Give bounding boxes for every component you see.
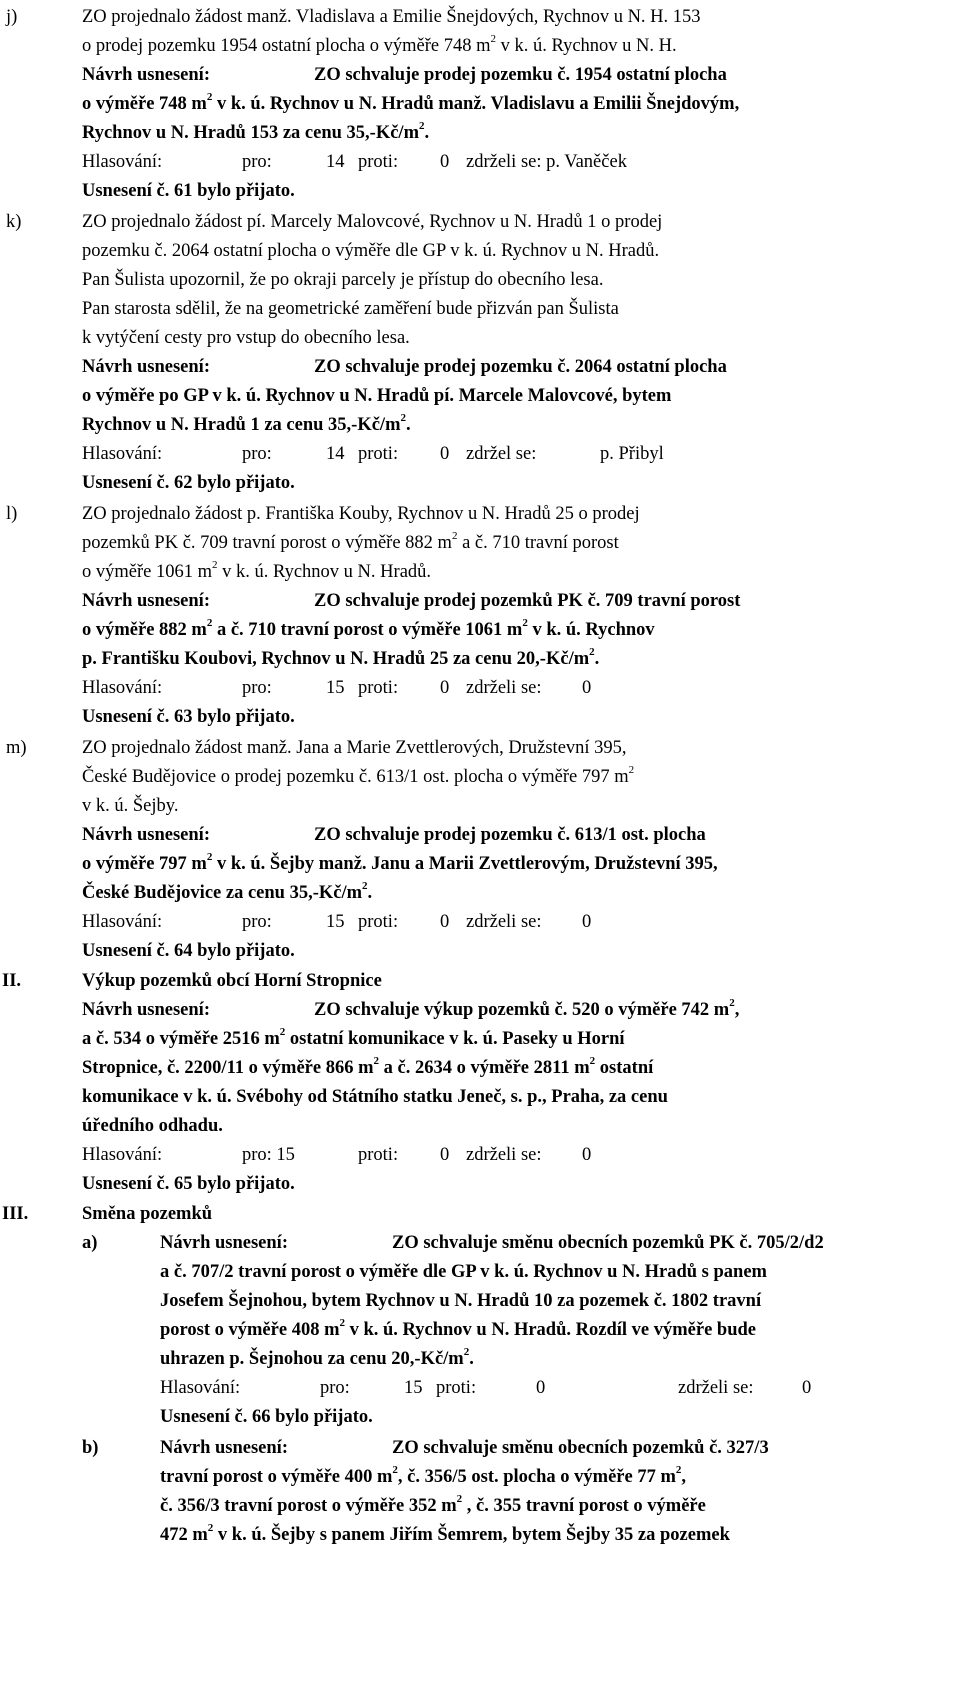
item-k [0,208,960,498]
text-line: ZO projednalo žádost manž. Vladislava a Emilie Šnejdových, Rychnov u N. H. 153 [82,7,701,27]
vote-line: Hlasování: pro: 15 proti: 0 zdrželi se: 0 [82,1145,592,1165]
subitem-marker: b) [82,1438,99,1458]
proposal-line: Návrh usnesení: ZO schvaluje prodej pozemku č. 613/1 ost. plocha [82,821,960,850]
proposal-line: České Budějovice za cenu $35,-Kč/m^2$. [82,879,373,903]
text-line: ZO projednalo žádost manž. Jana a Marie Zvettlerových, Družstevní 395, [82,738,627,758]
proposal-label: Návrh usnesení: [160,1233,288,1253]
vote-line: Hlasování: pro: 15 proti: 0 zdrželi se: 0 [82,912,592,932]
section-iii [0,1200,960,1550]
resolution-result: Usnesení č. 66 bylo přijato. [160,1407,373,1427]
section-marker: II. [2,971,22,991]
proposal-line: o výměře 748 $m^2$ v k. ú. Rychnov u N. Hradů manž. Vladislavu a Emilii Šnejdovým, [82,90,740,114]
text-line: Pan Šulista upozornil, že po okraji parcely je přístup do obecního lesa. [82,270,604,290]
proposal-label: Návrh usnesení: [82,65,210,85]
proposal-line: Josefem Šejnohou, bytem Rychnov u N. Hradů 10 za pozemek č. 1802 travní [160,1291,762,1311]
item-marker: k) [6,212,22,232]
proposal-label: Návrh usnesení: [82,1000,210,1020]
resolution-result: Usnesení č. 64 bylo přijato. [82,941,295,961]
item-l [0,500,960,732]
proposal-line: o výměře 882 $m^2$ a č. 710 travní porost o výměře 1061 $m^2$ v k. ú. Rychnov [82,616,655,640]
text-line: v k. ú. Šejby. [82,796,179,816]
proposal-line: uhrazen p. Šejnohou za cenu $20,-Kč/m^2$. [160,1345,474,1369]
item-marker: j) [6,7,18,27]
subitem-marker: a) [82,1233,98,1253]
vote-line: Hlasování: pro: 14 proti: 0 zdrželi se: p. Vaněček [82,152,627,172]
document-page [0,3,960,1703]
item-marker: l) [6,504,18,524]
section-heading: Směna pozemků [82,1204,213,1224]
resolution-result: Usnesení č. 65 bylo přijato. [82,1174,295,1194]
proposal-line: 472 $m^2$ v k. ú. Šejby s panem Jiřím Šemrem, bytem Šejby 35 za pozemek [160,1521,730,1545]
subitem-a [82,1229,960,1432]
proposal-label: Návrh usnesení: [82,357,210,377]
text-line: pozemků PK č. 709 travní porost o výměře 882 $m^2$ a č. 710 travní porost [82,529,619,553]
vote-line: Hlasování: pro: 15 proti: 0 zdrželi se: 0 [160,1378,812,1398]
text-line: pozemku č. 2064 ostatní plocha o výměře dle GP v k. ú. Rychnov u N. Hradů. [82,241,660,261]
text-line: k vytýčení cesty pro vstup do obecního lesa. [82,328,410,348]
resolution-result: Usnesení č. 63 bylo přijato. [82,707,295,727]
text-line: České Budějovice o prodej pozemku č. 613/1 ost. plocha o výměře 797 $m^2$ [82,763,635,787]
proposal-line: p. Františku Koubovi, Rychnov u N. Hradů 25 za cenu $20,-Kč/m^2$. [82,645,600,669]
item-m [0,734,960,966]
section-marker: III. [2,1204,29,1224]
resolution-result: Usnesení č. 62 bylo přijato. [82,473,295,493]
text-line: Pan starosta sdělil, že na geometrické zaměření bude přizván pan Šulista [82,299,619,319]
subitem-b [82,1434,960,1550]
proposal-line: Rychnov u N. Hradů 153 za cenu $35,-Kč/m^2$. [82,119,430,143]
text-line: ZO projednalo žádost pí. Marcely Malovcové, Rychnov u N. Hradů 1 o prodej [82,212,663,232]
proposal-line: a č. 707/2 travní porost o výměře dle GP v k. ú. Rychnov u N. Hradů s panem [160,1262,767,1282]
proposal-line: Návrh usnesení: ZO schvaluje prodej pozemku č. 1954 ostatní plocha [82,61,960,90]
item-marker: m) [6,738,27,758]
proposal-line: Stropnice, č. 2200/11 o výměře 866 $m^2$ a č. 2634 o výměře 2811 $m^2$ ostatní [82,1054,654,1078]
vote-line: Hlasování: pro: 14 proti: 0 zdržel se: p. Přibyl [82,444,664,464]
text-line: o výměře 1061 $m^2$ v k. ú. Rychnov u N. Hradů. [82,558,432,582]
proposal-line: komunikace v k. ú. Svébohy od Státního statku Jeneč, s. p., Praha, za cenu [82,1087,668,1107]
proposal-line: Návrh usnesení: ZO schvaluje výkup pozemků č. 520 o výměře 742 $m^2$, [82,996,960,1025]
resolution-result: Usnesení č. 61 bylo přijato. [82,181,295,201]
text-line: o prodej pozemku 1954 ostatní plocha o výměře 748 $m^2$ v k. ú. Rychnov u N. H. [82,32,677,56]
proposal-label: Návrh usnesení: [160,1438,288,1458]
proposal-line: travní porost o výměře 400 $m^2$, č. 356/5 ost. plocha o výměře 77 $m^2$, [160,1463,687,1487]
proposal-label: Návrh usnesení: [82,825,210,845]
proposal-line: Návrh usnesení: ZO schvaluje směnu obecních pozemků č. 327/3 [160,1434,960,1463]
section-heading: Výkup pozemků obcí Horní Stropnice [82,971,382,991]
proposal-line: porost o výměře 408 $m^2$ v k. ú. Rychnov u N. Hradů. Rozdíl ve výměře bude [160,1316,756,1340]
vote-line: Hlasování: pro: 15 proti: 0 zdrželi se: 0 [82,678,592,698]
proposal-line: Rychnov u N. Hradů 1 za cenu $35,-Kč/m^2$. [82,411,411,435]
proposal-line: č. 356/3 travní porost o výměře 352 $m^2$ , č. 355 travní porost o výměře [160,1492,706,1516]
proposal-line: úředního odhadu. [82,1116,223,1136]
section-ii [0,967,960,1199]
item-j [0,3,960,206]
proposal-line: o výměře 797 $m^2$ v k. ú. Šejby manž. Janu a Marii Zvettlerovým, Družstevní 395, [82,850,718,874]
proposal-line: Návrh usnesení: ZO schvaluje prodej pozemku č. 2064 ostatní plocha [82,353,960,382]
proposal-line: Návrh usnesení: ZO schvaluje prodej pozemků PK č. 709 travní porost [82,587,960,616]
text-line: ZO projednalo žádost p. Františka Kouby, Rychnov u N. Hradů 25 o prodej [82,504,640,524]
proposal-line: a č. 534 o výměře 2516 $m^2$ ostatní komunikace v k. ú. Paseky u Horní [82,1025,625,1049]
proposal-line: o výměře po GP v k. ú. Rychnov u N. Hradů pí. Marcele Malovcové, bytem [82,386,672,406]
proposal-label: Návrh usnesení: [82,591,210,611]
proposal-line: Návrh usnesení: ZO schvaluje směnu obecních pozemků PK č. 705/2/d2 [160,1229,960,1258]
